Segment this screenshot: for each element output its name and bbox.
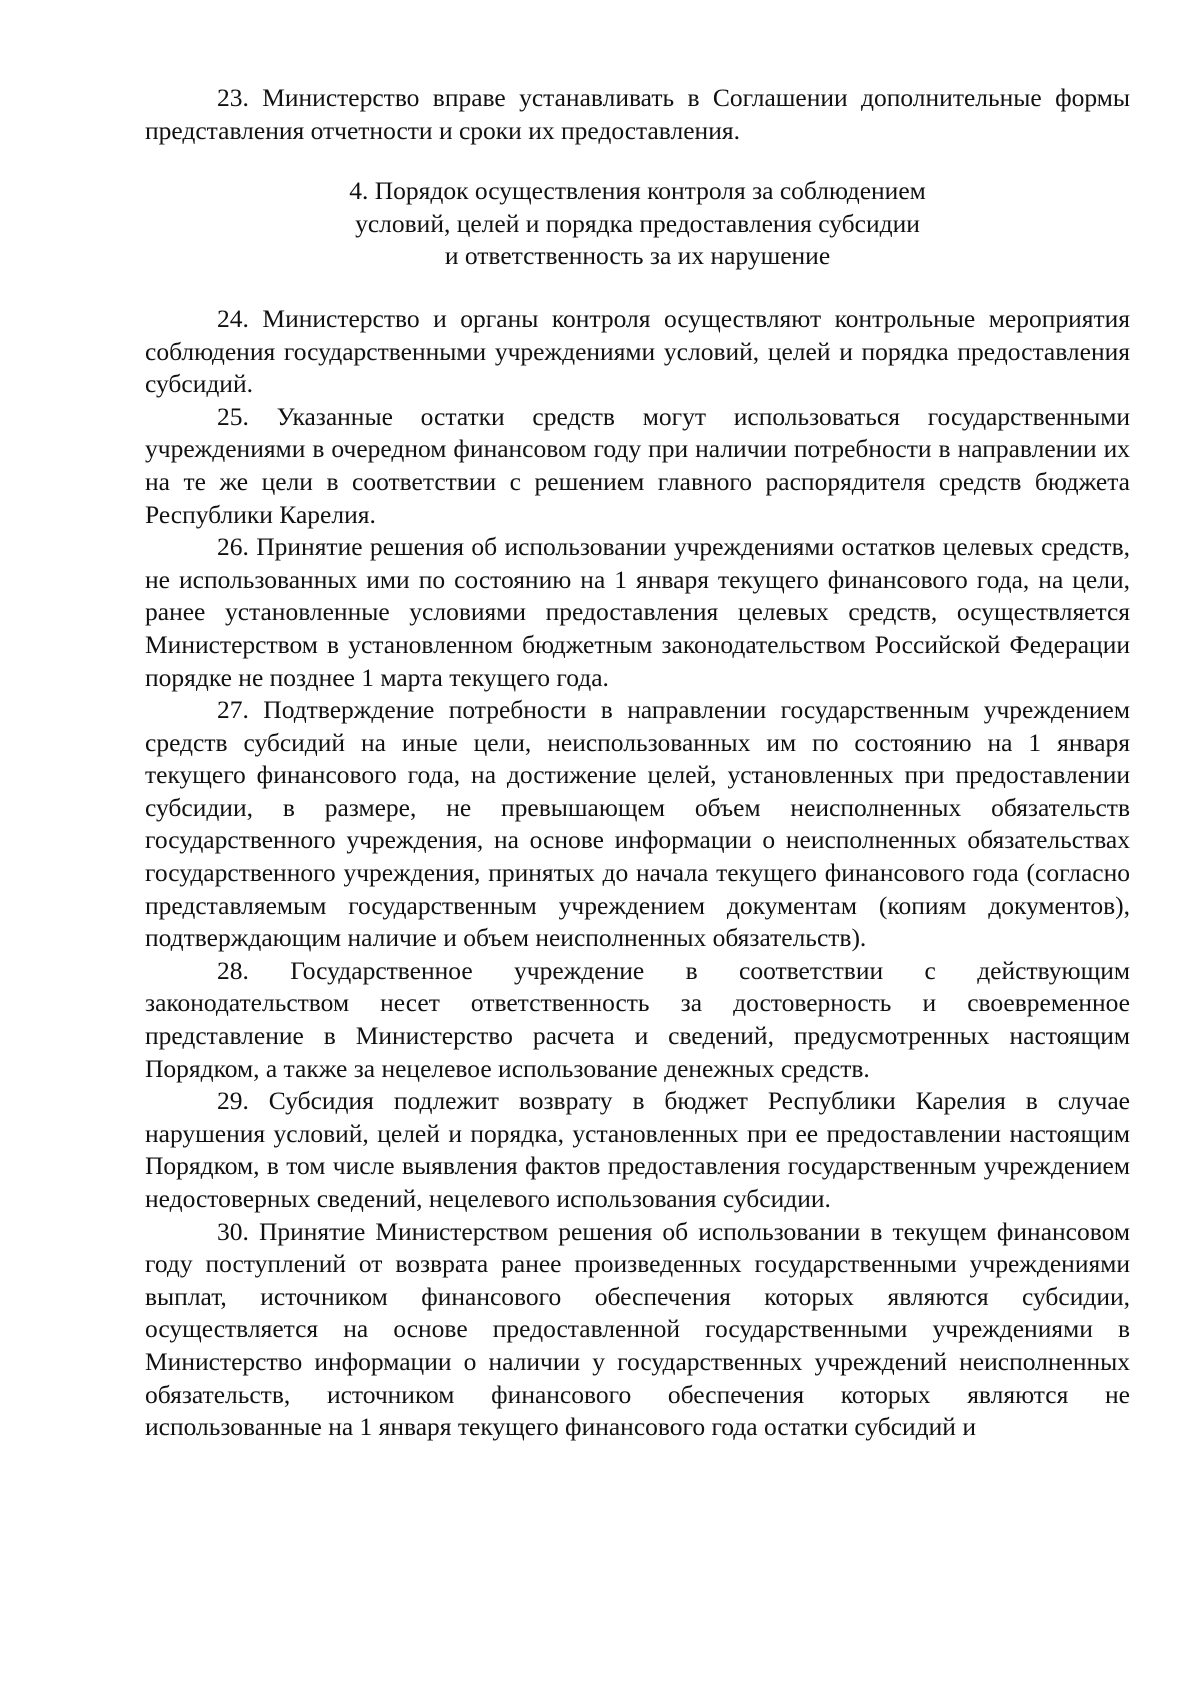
paragraph-23: 23. Министерство вправе устанавливать в Соглашении дополнительные формы представления отчетности и сроки их предоставления. (145, 83, 1130, 145)
paragraph-30: 30. Принятие Министерством решения об использовании в текущем финансовом году поступлений от возврата ранее произведенных государственными учреждениями выплат, источником финансового обеспечения которых являются субсидии, осуществляется на основе предоставленной государственными учреждениями в Министерство информации о наличии у государственных учреждений неисполненных обязательств, источником финансового обеспечения которых являются не использованные на 1 января текущего финансового года остатки субсидий и (145, 1216, 1130, 1442)
paragraph-28: 28. Государственное учреждение в соответствии с действующим законодательством несет ответственность за достоверность и своевременное представление в Министерство расчета и сведений, предусмотренных настоящим Порядком, а также за нецелевое использование денежных средств. (145, 955, 1130, 1083)
paragraph-25: 25. Указанные остатки средств могут использоваться государственными учреждениями в очередном финансовом году при наличии потребности в направлении их на те же цели в соответствии с решением главного распорядителя средств бюджета Республики Карелия. (145, 401, 1130, 529)
section-heading-line: 4. Порядок осуществления контроля за соблюдением (349, 176, 926, 206)
document-page (145, 82, 1130, 1444)
paragraph-27: 27. Подтверждение потребности в направлении государственным учреждением средств субсидий на иные цели, неиспользованных им по состоянию на 1 января текущего финансового года, на достижение целей, установленных при предоставлении субсидии, в размере, не превышающем объем неисполненных обязательств государственного учреждения, на основе информации о неисполненных обязательствах государственного учреждения, принятых до начала текущего финансового года (согласно представляемым государственным учреждением документам (копиям документов), подтверждающим наличие и объем неисполненных обязательств). (145, 695, 1130, 953)
section-heading (145, 175, 1130, 273)
section-heading-line: условий, целей и порядка предоставления субсидии (355, 208, 920, 238)
paragraph-24: 24. Министерство и органы контроля осуществляют контрольные мероприятия соблюдения государственными учреждениями условий, целей и порядка предоставления субсидий. (145, 303, 1130, 399)
paragraph-26: 26. Принятие решения об использовании учреждениями остатков целевых средств, не использованных ими по состоянию на 1 января текущего финансового года, на цели, ранее установленные условиями предоставления целевых средств, осуществляется Министерством в установленном бюджетным законодательством Российской Федерации порядке не позднее 1 марта текущего года. (145, 532, 1130, 692)
paragraph-29: 29. Субсидия подлежит возврату в бюджет Республики Карелия в случае нарушения условий, целей и порядка, установленных при ее предоставлении настоящим Порядком, в том числе выявления фактов предоставления государственным учреждением недостоверных сведений, нецелевого использования субсидии. (145, 1086, 1130, 1213)
section-heading-line: и ответственность за их нарушение (444, 241, 831, 271)
